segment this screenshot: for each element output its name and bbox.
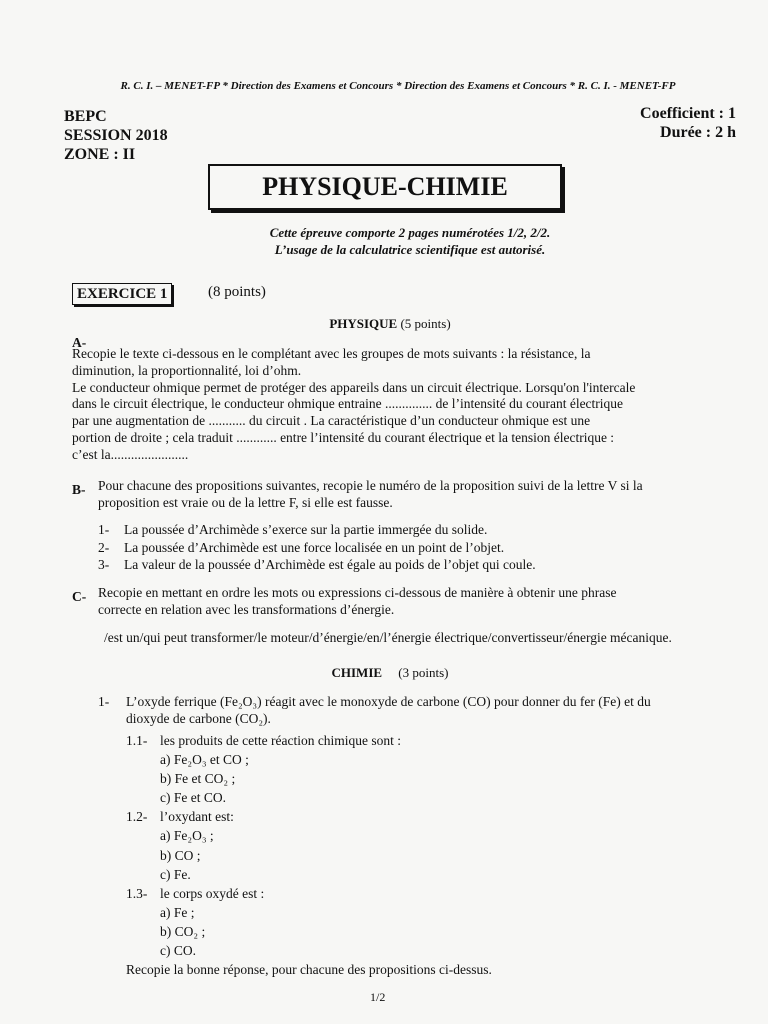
- list-item: [98, 557, 536, 574]
- exam-name: BEPC: [64, 108, 107, 125]
- note-line-2: L’usage de la calculatrice scientifique est autorisé.: [274, 242, 546, 257]
- text-line: Recopie le texte ci-dessous en le complétant avec les groupes de mots suivants : la résistance, la: [72, 346, 591, 361]
- item-number: 2-: [98, 540, 110, 555]
- page-number: 1/2: [370, 990, 386, 1004]
- option-item: a) Fe₂O₃ ;: [160, 828, 214, 843]
- text-line: c’est la.......................: [72, 446, 189, 462]
- text-line: L’oxyde ferrique (Fe₂O₃) réagit avec le monoxyde de carbone (CO) pour donner du fer (Fe) et du: [126, 694, 651, 709]
- section-b-text: [98, 478, 728, 512]
- text-line: portion de droite ; cela traduit ............ entre l’intensité du courant électrique et la tension électrique :: [72, 429, 615, 445]
- section-a-label: A-: [72, 335, 87, 350]
- item-text: La poussée d’Archimède est une force localisée en un point de l’objet.: [124, 540, 505, 555]
- text-line: Pour chacune des propositions suivantes, recopie le numéro de la proposition suivi de la lettre V si la: [98, 478, 643, 493]
- page-title: PHYSIQUE-CHIMIE: [208, 164, 562, 210]
- physique-points: (5 points): [400, 316, 451, 331]
- sub-text: le corps oxydé est :: [160, 886, 265, 901]
- option-item: b) CO₂ ;: [160, 924, 206, 939]
- section-a-text: [72, 346, 730, 464]
- physique-title: PHYSIQUE: [329, 316, 398, 331]
- chimie-points: (3 points): [398, 665, 449, 680]
- section-c-text: [98, 585, 728, 619]
- option-item: c) Fe et CO.: [160, 790, 226, 805]
- exam-info: [64, 107, 168, 164]
- header-top-line: R. C. I. – MENET-FP * Direction des Examens et Concours * Direction des Examens et Concours * R. C. I. - MENET-FP: [120, 80, 676, 92]
- text-line: diminution, la proportionnalité, loi d’ohm.: [72, 362, 302, 378]
- note-line-1: Cette épreuve comporte 2 pages numérotées 1/2, 2/2.: [269, 225, 551, 240]
- sub-text: les produits de cette réaction chimique sont :: [160, 733, 402, 748]
- option-item: a) Fe ;: [160, 905, 195, 920]
- text-line: Le conducteur ohmique permet de protéger des appareils dans un circuit électrique. Lorsqu'on l'intercale: [72, 379, 636, 395]
- exam-duree: Durée : 2 h: [660, 124, 736, 141]
- chimie-q1-text: [126, 694, 734, 728]
- item-number: 3-: [98, 557, 110, 572]
- item-text: La poussée d’Archimède s’exerce sur la partie immergée du solide.: [124, 522, 488, 537]
- list-item: [98, 540, 504, 557]
- option-item: c) CO.: [160, 943, 196, 958]
- item-number: 1-: [98, 522, 110, 537]
- exam-note: [220, 224, 600, 258]
- exercise-label: EXERCICE 1: [72, 283, 172, 305]
- option-item: a) Fe₂O₃ et CO ;: [160, 752, 249, 767]
- option-item: b) Fe et CO₂ ;: [160, 771, 236, 786]
- text-line: correcte en relation avec les transformations d’énergie.: [98, 601, 395, 617]
- section-b-label: B-: [72, 482, 86, 497]
- item-text: La valeur de la poussée d’Archimède est égale au poids de l’objet qui coule.: [124, 557, 536, 572]
- text-line: dioxyde de carbone (CO₂).: [126, 710, 271, 726]
- text-line: Recopie en mettant en ordre les mots ou expressions ci-dessous de manière à obtenir une phrase: [98, 585, 617, 600]
- sub-number: 1.1-: [126, 733, 148, 748]
- chimie-heading: [300, 665, 480, 681]
- exam-meta: [640, 104, 736, 142]
- option-item: b) CO ;: [160, 848, 201, 863]
- sub-text: l’oxydant est:: [160, 809, 234, 824]
- chimie-title: CHIMIE: [331, 665, 383, 680]
- text-line: proposition est vraie ou de la lettre F, si elle est fausse.: [98, 494, 393, 510]
- sub-question: [126, 886, 264, 903]
- text-line: par une augmentation de ........... du circuit . La caractéristique d’un conducteur ohmique est une: [72, 413, 591, 429]
- exercise-points: (8 points): [208, 284, 266, 300]
- sub-number: 1.2-: [126, 809, 148, 824]
- exam-coefficient: Coefficient : 1: [640, 105, 736, 122]
- section-c-label: C-: [72, 589, 87, 604]
- text-line: dans le circuit électrique, le conducteur ohmique entraine .............. de l’intensité du courant électrique: [72, 396, 624, 412]
- section-c-words: /est un/qui peut transformer/le moteur/d’énergie/en/l’énergie électrique/convertisseur/énergie mécanique.: [104, 630, 672, 645]
- sub-number: 1.3-: [126, 886, 148, 901]
- sub-question: [126, 809, 234, 826]
- sub-question: [126, 733, 401, 750]
- option-item: c) Fe.: [160, 867, 191, 882]
- physique-heading: [300, 316, 480, 332]
- exam-zone: ZONE : II: [64, 146, 136, 163]
- exam-session: SESSION 2018: [64, 127, 168, 144]
- list-item: [98, 522, 487, 539]
- chimie-instruction: Recopie la bonne réponse, pour chacune des propositions ci-dessus.: [126, 962, 492, 977]
- chimie-q1-number: 1-: [98, 694, 110, 709]
